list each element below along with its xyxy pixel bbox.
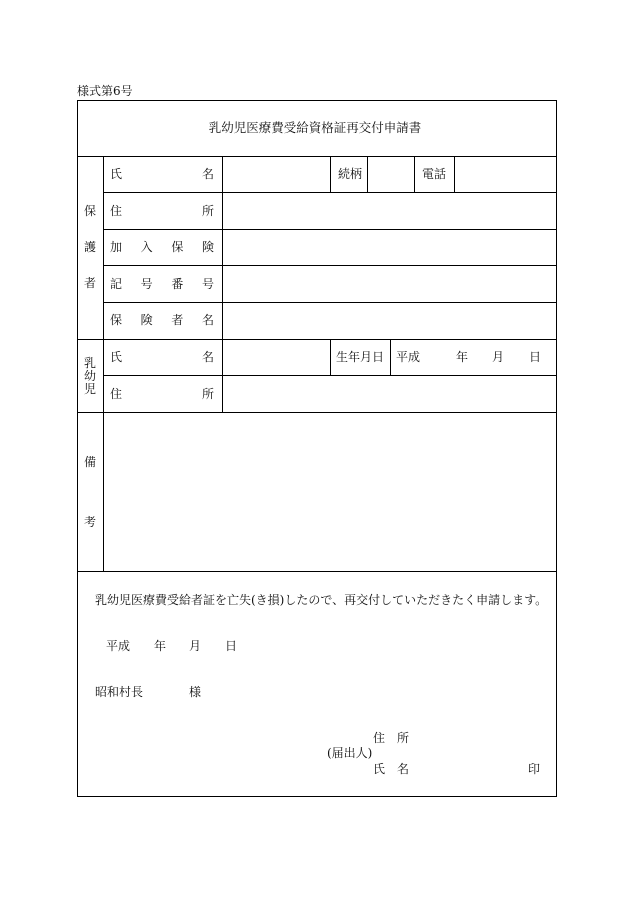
guardian-name-label: 氏 名 <box>110 167 214 181</box>
recipient-name: 昭和村長 <box>95 685 144 699</box>
infant-name-label: 氏 名 <box>110 350 214 364</box>
form-number: 様式第6号 <box>77 84 133 98</box>
row-divider <box>103 192 557 193</box>
birthdate-value-divider <box>390 339 391 375</box>
remarks-label-char: 備 <box>84 455 97 469</box>
relation-divider <box>330 156 331 192</box>
remarks-label-char: 考 <box>84 515 97 529</box>
section-divider <box>77 339 557 340</box>
row-divider <box>103 375 557 376</box>
guardian-insurer-name-label: 保 険 者 名 <box>110 313 214 327</box>
row-divider <box>103 265 557 266</box>
seal-mark: 印 <box>528 762 541 776</box>
applicant-address-label: 住 所 <box>373 731 409 745</box>
infant-group-char: 幼 <box>84 369 97 383</box>
declaration-statement: 乳幼児医療費受給者証を亡失(き損)したので、再交付していただきたく申請します。 <box>95 593 548 607</box>
form-title: 乳幼児医療費受給資格証再交付申請書 <box>208 120 422 135</box>
guardian-group-char: 保 <box>84 204 97 218</box>
section-divider <box>77 571 557 572</box>
group-column-divider <box>103 156 104 571</box>
guardian-group-char: 者 <box>84 276 97 290</box>
recipient-honorific: 様 <box>189 685 202 699</box>
declaration-date-era: 平成 <box>106 639 131 653</box>
guardian-symbol-number-label: 記 号 番 号 <box>110 277 214 291</box>
guardian-insurance-label: 加 入 保 険 <box>110 240 214 254</box>
infant-group-char: 乳 <box>84 356 97 370</box>
guardian-phone-label: 電話 <box>422 167 447 181</box>
infant-group-char: 児 <box>84 382 97 396</box>
applicant-name-label: 氏 名 <box>373 762 409 776</box>
title-divider <box>77 156 557 157</box>
phone-divider <box>414 156 415 192</box>
declaration-date-day-unit: 日 <box>225 639 238 653</box>
phone-value-divider <box>454 156 455 192</box>
birthdate-era: 平成 <box>396 350 421 364</box>
declaration-date-year-unit: 年 <box>154 639 167 653</box>
birthdate-year-unit: 年 <box>456 350 469 364</box>
guardian-group-char: 護 <box>84 240 97 254</box>
applicant-label: (届出人) <box>327 746 373 760</box>
guardian-address-label: 住 所 <box>110 204 214 218</box>
relation-value-divider <box>367 156 368 192</box>
label-column-divider <box>222 156 223 412</box>
birthdate-divider <box>330 339 331 375</box>
row-divider <box>103 229 557 230</box>
section-divider <box>77 412 557 413</box>
birthdate-day-unit: 日 <box>529 350 542 364</box>
row-divider <box>103 302 557 303</box>
declaration-date-month-unit: 月 <box>189 639 202 653</box>
infant-address-label: 住 所 <box>110 387 214 401</box>
infant-birthdate-label: 生年月日 <box>336 350 385 364</box>
birthdate-month-unit: 月 <box>492 350 505 364</box>
guardian-relation-label: 続柄 <box>338 167 363 181</box>
